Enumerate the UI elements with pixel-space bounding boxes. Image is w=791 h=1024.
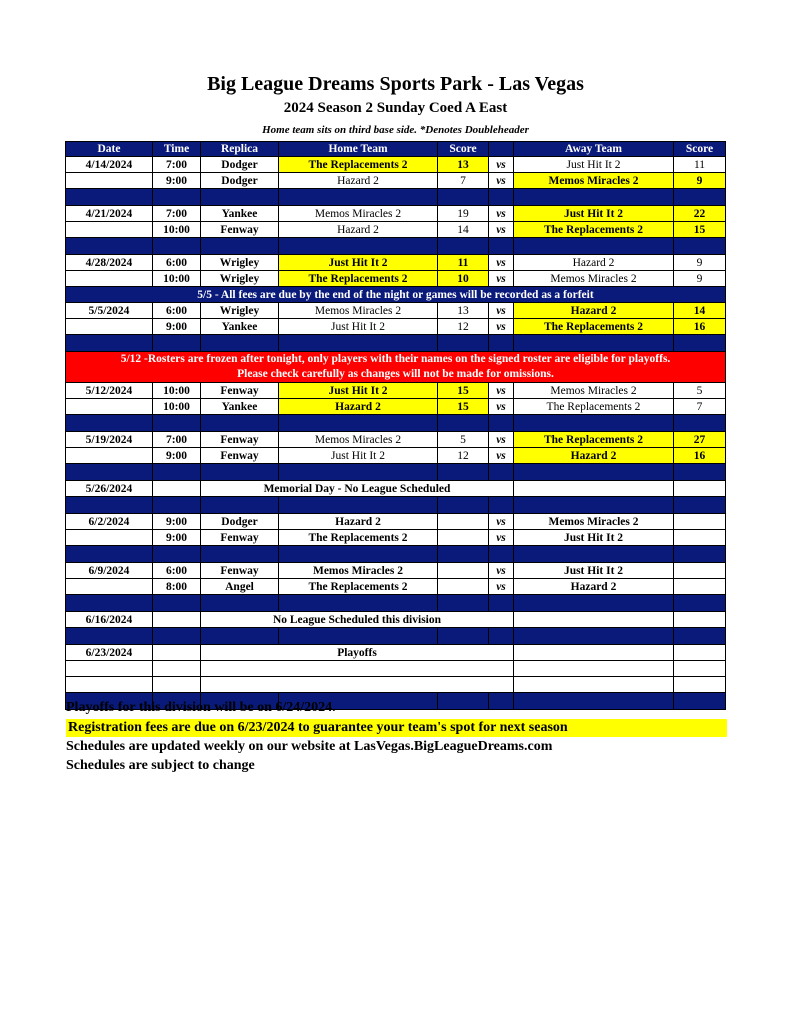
col-score: Score [438, 142, 489, 157]
away-score: 5 [674, 383, 726, 399]
away-score: 15 [674, 222, 726, 238]
game-time: 7:00 [153, 206, 201, 222]
game-row [66, 157, 726, 173]
vs-label: vs [489, 579, 514, 595]
game-date: 6/2/2024 [66, 514, 153, 530]
game-date [66, 222, 153, 238]
game-date: 6/23/2024 [66, 645, 153, 661]
vs-label: vs [489, 173, 514, 189]
home-score: 13 [438, 157, 489, 173]
col-vs [489, 142, 514, 157]
game-time: 9:00 [153, 173, 201, 189]
away-team: Hazard 2 [514, 255, 674, 271]
website-note: Schedules are updated weekly on our website at LasVegas.BigLeagueDreams.com [66, 739, 553, 754]
game-date [66, 530, 153, 546]
away-score: 7 [674, 399, 726, 415]
home-team: Memos Miracles 2 [279, 563, 438, 579]
change-note: Schedules are subject to change [66, 758, 255, 773]
home-team: The Replacements 2 [279, 157, 438, 173]
fees-notice: 5/5 - All fees are due by the end of the night or games will be recorded as a forfeit [66, 287, 726, 303]
home-team: Just Hit It 2 [279, 383, 438, 399]
roster-alert [66, 352, 726, 383]
home-team: Just Hit It 2 [279, 319, 438, 335]
game-time: 9:00 [153, 530, 201, 546]
spacer-row [66, 189, 726, 206]
away-score: 9 [674, 271, 726, 287]
game-replica: Wrigley [201, 271, 279, 287]
vs-label: vs [489, 399, 514, 415]
game-time: 10:00 [153, 271, 201, 287]
game-row [66, 514, 726, 530]
spacer-row [66, 546, 726, 563]
game-row [66, 579, 726, 595]
home-team: The Replacements 2 [279, 579, 438, 595]
home-team: The Replacements 2 [279, 271, 438, 287]
game-date [66, 173, 153, 189]
game-time: 7:00 [153, 157, 201, 173]
game-date: 4/14/2024 [66, 157, 153, 173]
away-team: The Replacements 2 [514, 319, 674, 335]
away-score [674, 579, 726, 595]
away-team: The Replacements 2 [514, 222, 674, 238]
game-replica: Fenway [201, 432, 279, 448]
away-score [674, 514, 726, 530]
header-row [66, 142, 726, 157]
game-replica: Fenway [201, 222, 279, 238]
game-replica: Fenway [201, 383, 279, 399]
roster-alert-line1: 5/12 -Rosters are frozen after tonight, only players with their names on the signed roster are eligible for playoffs. [120, 353, 671, 365]
away-score: 9 [674, 173, 726, 189]
col-home: Home Team [279, 142, 438, 157]
game-row [66, 255, 726, 271]
game-date: 5/5/2024 [66, 303, 153, 319]
home-score: 15 [438, 383, 489, 399]
game-time: 9:00 [153, 448, 201, 464]
game-row [66, 399, 726, 415]
away-team: Just Hit It 2 [514, 530, 674, 546]
game-row [66, 303, 726, 319]
game-replica: Angel [201, 579, 279, 595]
game-row [66, 271, 726, 287]
away-team: Memos Miracles 2 [514, 173, 674, 189]
game-date [66, 579, 153, 595]
game-date [66, 399, 153, 415]
spacer-row [66, 335, 726, 352]
home-score: 19 [438, 206, 489, 222]
game-date: 6/16/2024 [66, 612, 153, 628]
game-replica: Yankee [201, 206, 279, 222]
col-away-score: Score [674, 142, 726, 157]
game-replica: Dodger [201, 514, 279, 530]
away-score: 16 [674, 319, 726, 335]
schedule-table [65, 141, 726, 710]
registration-note: Registration fees are due on 6/23/2024 to guarantee your team's spot for next season [66, 719, 727, 737]
away-team: The Replacements 2 [514, 432, 674, 448]
away-score [674, 530, 726, 546]
col-time: Time [153, 142, 201, 157]
home-team: Hazard 2 [279, 514, 438, 530]
home-team: Hazard 2 [279, 173, 438, 189]
away-team: The Replacements 2 [514, 399, 674, 415]
home-score [438, 514, 489, 530]
spacer-row [66, 238, 726, 255]
home-team-note: Home team sits on third base side. *Denotes Doubleheader [262, 124, 529, 136]
spacer-row [66, 464, 726, 481]
game-row [66, 206, 726, 222]
home-score: 12 [438, 448, 489, 464]
home-score [438, 530, 489, 546]
spacer-row [66, 415, 726, 432]
col-date: Date [66, 142, 153, 157]
game-row [66, 319, 726, 335]
game-time: 9:00 [153, 514, 201, 530]
game-row [66, 383, 726, 399]
away-team: Hazard 2 [514, 448, 674, 464]
vs-label: vs [489, 319, 514, 335]
away-score: 11 [674, 157, 726, 173]
game-time: 10:00 [153, 222, 201, 238]
home-score: 7 [438, 173, 489, 189]
vs-label: vs [489, 563, 514, 579]
away-score: 16 [674, 448, 726, 464]
page-subtitle: 2024 Season 2 Sunday Coed A East [283, 100, 508, 116]
vs-label: vs [489, 530, 514, 546]
away-score: 14 [674, 303, 726, 319]
memorial-day-notice: Memorial Day - No League Scheduled [201, 481, 514, 497]
game-replica: Yankee [201, 319, 279, 335]
spacer-row [66, 595, 726, 612]
col-away: Away Team [514, 142, 674, 157]
away-team: Just Hit It 2 [514, 157, 674, 173]
page-title: Big League Dreams Sports Park - Las Vegas [207, 73, 584, 95]
spacer-row [66, 628, 726, 645]
home-team: Just Hit It 2 [279, 448, 438, 464]
vs-label: vs [489, 222, 514, 238]
home-team: The Replacements 2 [279, 530, 438, 546]
vs-label: vs [489, 157, 514, 173]
playoffs-label: Playoffs [201, 645, 514, 661]
no-game-row [66, 481, 726, 497]
vs-label: vs [489, 303, 514, 319]
game-replica: Yankee [201, 399, 279, 415]
home-score: 13 [438, 303, 489, 319]
game-replica: Fenway [201, 448, 279, 464]
spacer-row [66, 497, 726, 514]
game-date: 6/9/2024 [66, 563, 153, 579]
away-score: 9 [674, 255, 726, 271]
home-team: Memos Miracles 2 [279, 432, 438, 448]
vs-label: vs [489, 514, 514, 530]
home-score: 11 [438, 255, 489, 271]
game-row [66, 222, 726, 238]
game-time: 10:00 [153, 383, 201, 399]
away-team: Memos Miracles 2 [514, 383, 674, 399]
game-replica: Fenway [201, 563, 279, 579]
home-team: Just Hit It 2 [279, 255, 438, 271]
vs-label: vs [489, 383, 514, 399]
game-row [66, 530, 726, 546]
home-score: 5 [438, 432, 489, 448]
home-team: Memos Miracles 2 [279, 206, 438, 222]
home-score: 14 [438, 222, 489, 238]
game-row [66, 563, 726, 579]
away-score [674, 563, 726, 579]
game-date: 5/12/2024 [66, 383, 153, 399]
game-row [66, 432, 726, 448]
game-replica: Dodger [201, 157, 279, 173]
no-game-row [66, 612, 726, 628]
away-team: Memos Miracles 2 [514, 271, 674, 287]
vs-label: vs [489, 206, 514, 222]
home-score [438, 579, 489, 595]
game-time: 7:00 [153, 432, 201, 448]
home-team: Hazard 2 [279, 399, 438, 415]
game-replica: Fenway [201, 530, 279, 546]
home-team: Memos Miracles 2 [279, 303, 438, 319]
vs-label: vs [489, 271, 514, 287]
game-time: 6:00 [153, 563, 201, 579]
playoffs-note: Playoffs for this division will be on 6/24/2024. [66, 700, 336, 715]
game-date: 4/21/2024 [66, 206, 153, 222]
game-replica: Wrigley [201, 255, 279, 271]
game-replica: Wrigley [201, 303, 279, 319]
home-team: Hazard 2 [279, 222, 438, 238]
game-date [66, 319, 153, 335]
home-score: 12 [438, 319, 489, 335]
game-row [66, 173, 726, 189]
game-date [66, 448, 153, 464]
away-team: Hazard 2 [514, 303, 674, 319]
away-team: Hazard 2 [514, 579, 674, 595]
game-replica: Dodger [201, 173, 279, 189]
game-row [66, 448, 726, 464]
fees-notice-row [66, 287, 726, 303]
game-time: 10:00 [153, 399, 201, 415]
game-time: 8:00 [153, 579, 201, 595]
home-score: 15 [438, 399, 489, 415]
away-team: Just Hit It 2 [514, 563, 674, 579]
col-replica: Replica [201, 142, 279, 157]
game-date: 5/26/2024 [66, 481, 153, 497]
home-score: 10 [438, 271, 489, 287]
game-time: 6:00 [153, 303, 201, 319]
game-time: 6:00 [153, 255, 201, 271]
away-team: Just Hit It 2 [514, 206, 674, 222]
empty-row [66, 661, 726, 677]
roster-alert-line2: Please check carefully as changes will not be made for omissions. [237, 368, 554, 380]
away-score: 22 [674, 206, 726, 222]
game-date: 4/28/2024 [66, 255, 153, 271]
game-date: 5/19/2024 [66, 432, 153, 448]
vs-label: vs [489, 448, 514, 464]
playoffs-row [66, 645, 726, 661]
empty-row [66, 677, 726, 693]
vs-label: vs [489, 255, 514, 271]
vs-label: vs [489, 432, 514, 448]
game-time: 9:00 [153, 319, 201, 335]
game-date [66, 271, 153, 287]
no-league-notice: No League Scheduled this division [201, 612, 514, 628]
roster-alert-row [66, 352, 726, 383]
away-team: Memos Miracles 2 [514, 514, 674, 530]
away-score: 27 [674, 432, 726, 448]
home-score [438, 563, 489, 579]
